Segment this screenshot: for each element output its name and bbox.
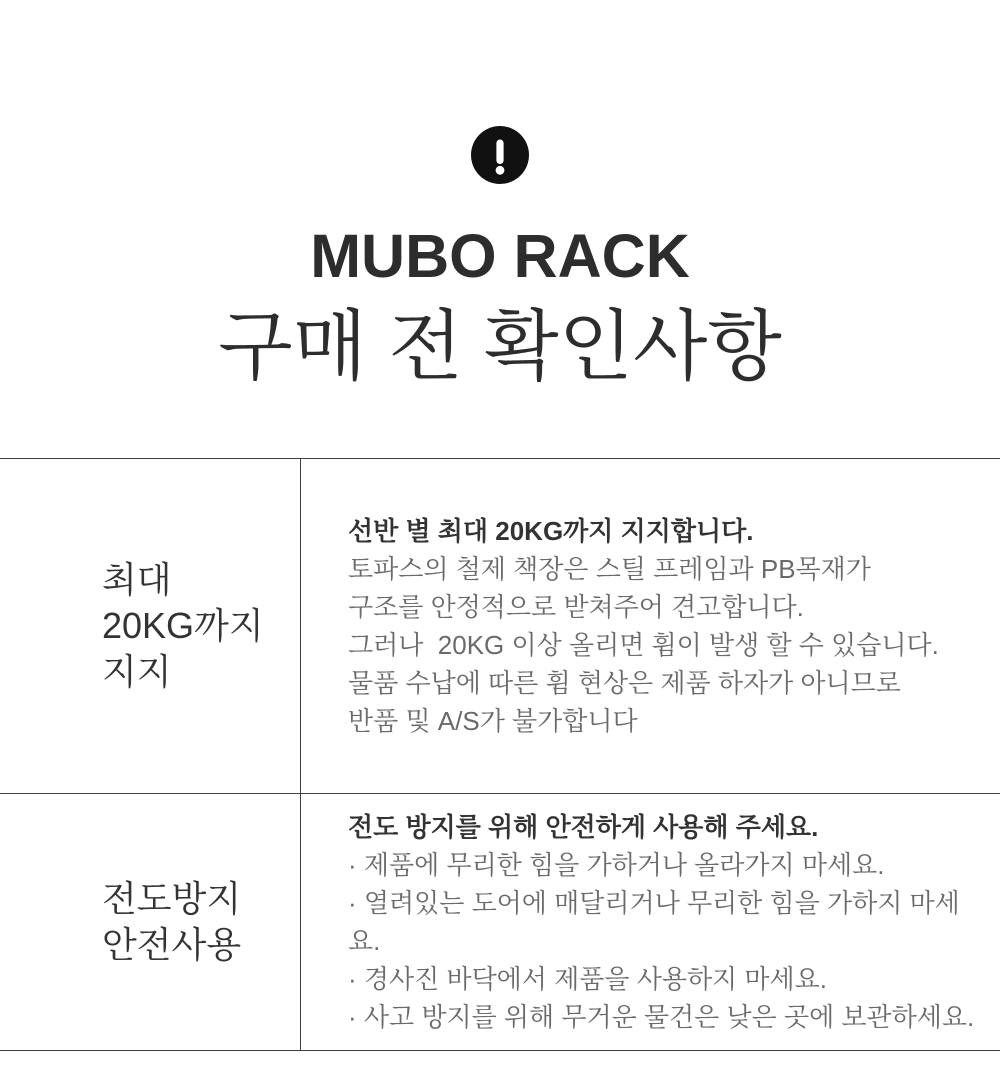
- row-label-max-load: [0, 459, 301, 793]
- content-line: 구조를 안정적으로 받쳐주어 견고합니다.: [348, 592, 804, 622]
- content-line: 반품 및 A/S가 불가합니다: [348, 706, 638, 736]
- table-row-max-load: [0, 459, 1000, 794]
- content-heading: 선반 별 최대 20KG까지 지지합니다.: [348, 516, 754, 546]
- content-line: · 경사진 바닥에서 제품을 사용하지 마세요.: [348, 964, 827, 994]
- content-heading: 전도 방지를 위해 안전하게 사용해 주세요.: [348, 812, 819, 842]
- row-content-max-load: [301, 459, 1000, 793]
- brand-title: MUBO RACK: [310, 222, 690, 290]
- content-line: 물품 수납에 따른 휨 현상은 제품 하자가 아니므로: [348, 668, 901, 698]
- content-line: 토파스의 철제 책장은 스틸 프레임과 PB목재가: [348, 554, 871, 584]
- exclamation-icon: [471, 126, 529, 184]
- content-line: 그러나 20KG 이상 올리면 휨이 발생 할 수 있습니다.: [348, 630, 939, 660]
- content-line: · 사고 방지를 위해 무거운 물건은 낮은 곳에 보관하세요.: [348, 1002, 975, 1032]
- label-line: 20KG까지: [102, 605, 264, 646]
- label-line: 안전사용: [102, 924, 242, 965]
- page-title: 구매 전 확인사항: [218, 304, 782, 390]
- info-table: [0, 458, 1000, 1051]
- page-header: [0, 0, 1000, 390]
- label-line: 최대: [102, 559, 172, 600]
- label-line: 지지: [102, 651, 172, 692]
- content-line: · 열려있는 도어에 매달리거나 무리한 힘을 가하지 마세요.: [348, 888, 960, 956]
- content-line: · 제품에 무리한 힘을 가하거나 올라가지 마세요.: [348, 850, 885, 880]
- label-line: 전도방지: [102, 878, 242, 919]
- row-content-tip-prevention: [301, 794, 1000, 1050]
- row-label-tip-prevention: [0, 794, 301, 1050]
- table-row-tip-prevention: [0, 794, 1000, 1050]
